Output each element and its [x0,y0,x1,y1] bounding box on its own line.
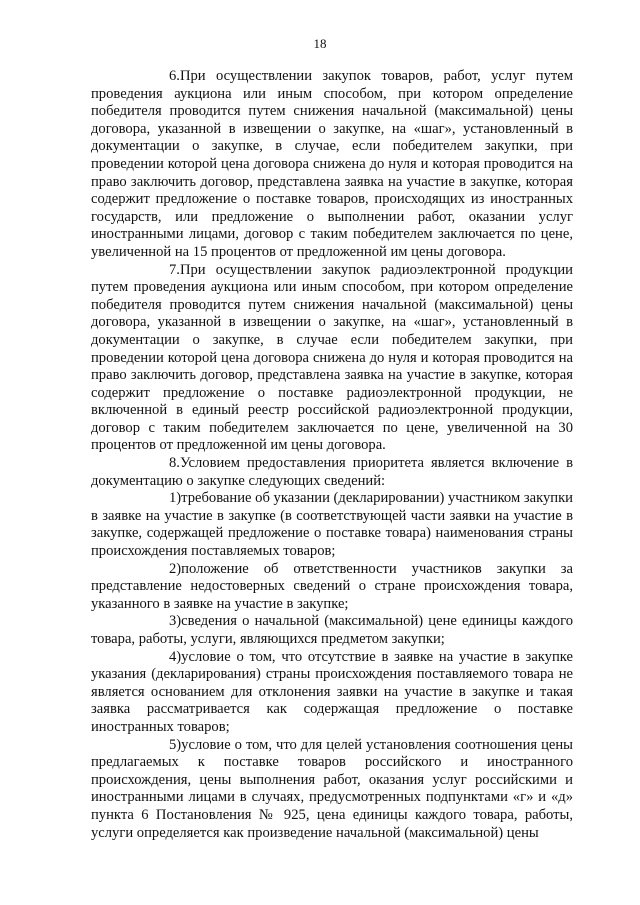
paragraph-number: 7. [169,261,180,278]
list-item-4 [91,649,573,737]
paragraph-text: Условием предоставления приоритета является включение в документацию о закупке следующих сведений: [91,455,573,489]
list-item-number: 2) [169,560,182,577]
list-item-text: положение об ответственности участников закупки за представление недостоверных сведений о стране происхождения товара, указанного в заявке на участие в закупке; [91,560,573,612]
list-item-3 [91,613,573,648]
list-item-number: 1) [169,490,182,507]
list-item-5 [91,737,573,843]
list-item-number: 5) [169,736,182,753]
paragraph-7 [91,262,573,456]
paragraph-number: 6. [169,68,180,84]
list-item-text: условие о том, что отсутствие в заявке на участие в закупке указания (декларирования) страны происхождения поставляемого товара не является основанием для отклонения заявки на участие в закупке и такая заявка рассматривается как содержащая предложение о поставке иностранных товаров; [91,648,573,735]
document-body [91,68,573,842]
list-item-text: условие о том, что для целей установления соотношения цены предлагаемых к поставке товаров российского и иностранного происхождения, цены выполнения работ, оказания услуг российскими и иностранными лицами в случаях, предусмотренных подпунктами «г» и «д» пункта 6 Постановления № 925, цена единицы каждого товара, работы, услуги определяется как произведение начальной (максимальной) цены [91,736,573,841]
list-item-text: требование об указании (декларировании) участником закупки в заявке на участие в закупке (в соответствующей части заявки на участие в закупке, содержащей предложение о поставке товара) наименования страны происхождения поставляемых товаров; [91,490,573,560]
list-item-1 [91,490,573,560]
list-item-2 [91,561,573,614]
list-item-number: 3) [169,613,182,630]
paragraph-number: 8. [169,455,180,472]
paragraph-text: При осуществлении закупок радиоэлектронной продукции путем проведения аукциона или иным способом, при котором определение победителя проводится путем снижения начальной (максимальной) цены договора, указанной в извещении о закупке, на «шаг», установленный в документации о закупке, в случае если победителем закупки, при проведении которой цена договора снижена до нуля и которая проводится на право заключить договор, представлена заявка на участие в закупке, которая содержит предложение о поставке радиоэлектронной продукции, не включенной в единый реестр российской радиоэлектронной продукции, договор с таким победителем заключается по цене, увеличенной на 30 процентов от предложенной им цены договора. [91,261,573,454]
page-number: 18 [313,36,327,51]
paragraph-text: При осуществлении закупок товаров, работ, услуг путем проведения аукциона или иным способом, при котором определение победителя проводится путем снижения начальной (максимальной) цены договора, указанной в извещении о закупке, на «шаг», установленный в документации о закупке, в случае, если победителем закупки, при проведении которой цена договора снижена до нуля и которая проводится на право заключить договор, представлена заявка на участие в закупке, которая содержит предложение о поставке товаров, происходящих из иностранных государств, или предложение о выполнении работ, оказании услуг иностранными лицами, договор с таким победителем заключается по цене, увеличенной на 15 процентов от предложенной им цены договора. [91,68,573,260]
list-item-text: сведения о начальной (максимальной) цене единицы каждого товара, работы, услуги, являющихся предметом закупки; [91,613,573,647]
list-item-number: 4) [169,648,182,665]
paragraph-8 [91,455,573,490]
paragraph-6 [91,68,573,262]
